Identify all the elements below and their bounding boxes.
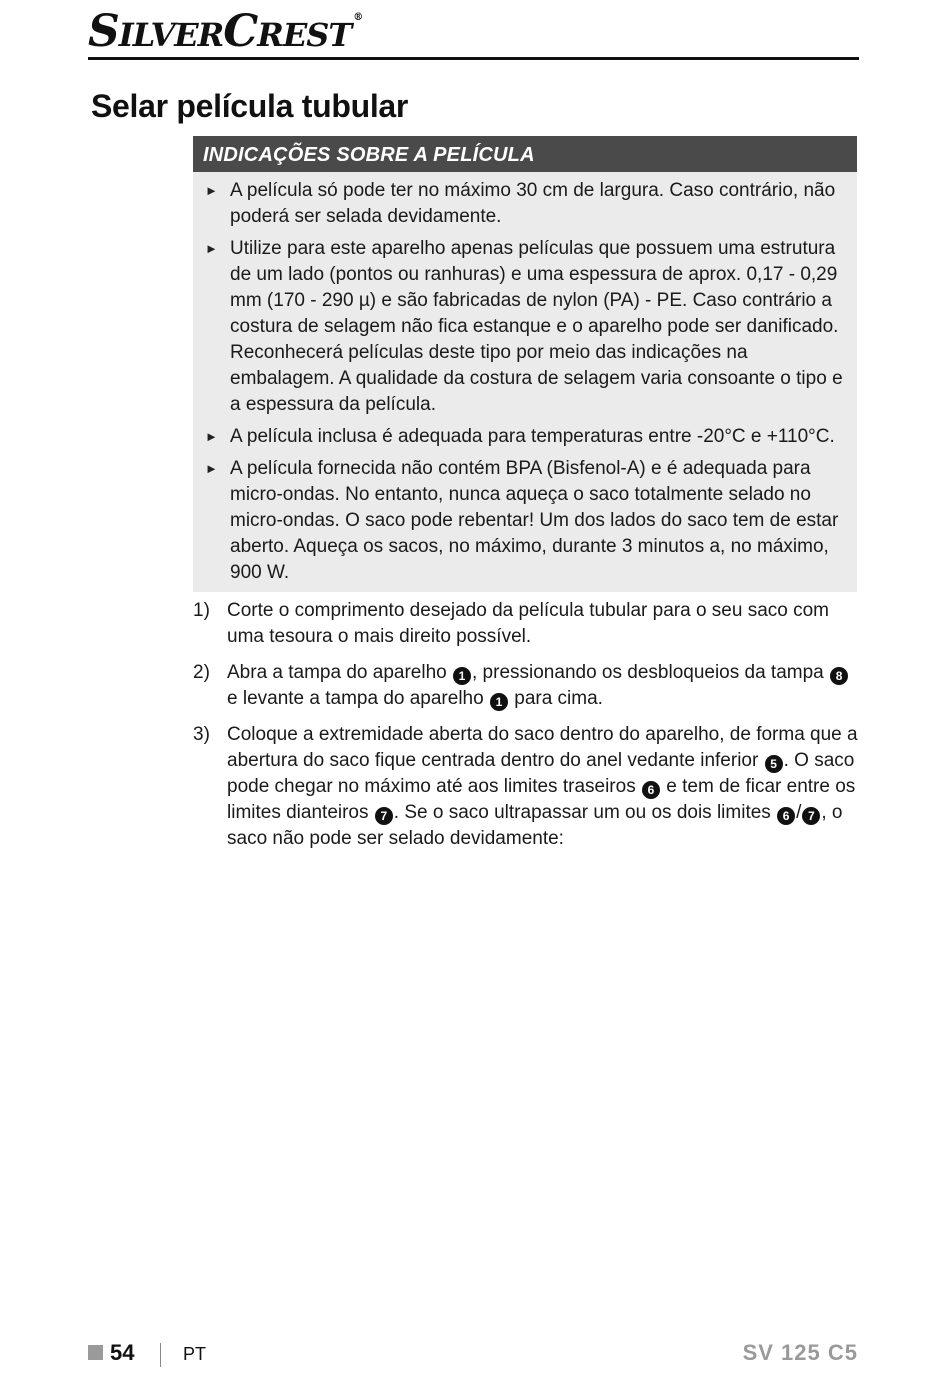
- part-reference-icon: 8: [830, 667, 848, 685]
- footer-marker: [88, 1345, 103, 1360]
- notice-item-text: A película fornecida não contém BPA (Bisfenol-A) e é adequada para micro-ondas. No entanto, nunca aqueça o saco totalmente selado no micro-ondas. O saco pode rebentar! Um dos lados do saco tem de estar aberto. Aqueça os sacos, no máximo, durante 3 minutos a, no máximo, 900 W.: [230, 458, 839, 583]
- part-reference-icon: 6: [642, 781, 660, 799]
- notice-item: [205, 424, 851, 450]
- notice-heading: INDICAÇÕES SOBRE A PELÍCULA: [203, 144, 535, 166]
- step-text: [227, 598, 861, 650]
- notice-item: [205, 178, 851, 230]
- step-text: [227, 660, 861, 712]
- notice-list: [193, 172, 857, 586]
- notice-item-text: A película inclusa é adequada para temperaturas entre -20°C e +110°C.: [230, 426, 835, 447]
- step-text-segment: para cima.: [508, 688, 603, 709]
- instruction-steps: [193, 598, 861, 862]
- part-reference-icon: 1: [490, 693, 508, 711]
- part-reference-icon: 6: [777, 807, 795, 825]
- step-text-segment: e levante a tampa do aparelho: [227, 688, 489, 709]
- step-item: [193, 722, 861, 852]
- notice-item-text: A película só pode ter no máximo 30 cm de largura. Caso contrário, não poderá ser selada devidamente.: [230, 180, 836, 227]
- step-text-segment: e tem de ficar entre os limites dianteiros: [227, 776, 856, 823]
- page-number: 54: [110, 1340, 135, 1365]
- step-item: [193, 660, 861, 712]
- step-text: [227, 722, 861, 852]
- model-number: SV 125 C5: [742, 1340, 858, 1365]
- notice-item-text: Utilize para este aparelho apenas películas que possuem uma estrutura de um lado (pontos ou ranhuras) e uma espessura de aprox. 0,17 - 0,29 mm (170 - 290 µ) e são fabricadas de nylon (PA) - PE. Caso contrário a costura de selagem não fica estanque e o aparelho pode ser danificado. Reconhecerá películas deste tipo por meio das indicações na embalagem. A qualidade da costura de selagem varia consoante o tipo e a espessura da película.: [230, 238, 843, 415]
- part-reference-icon: 7: [375, 807, 393, 825]
- step-number: 3): [193, 724, 210, 745]
- logo-text: REST: [257, 16, 352, 54]
- notice-box: [193, 136, 857, 592]
- part-reference-icon: 1: [453, 667, 471, 685]
- step-text-segment: Corte o comprimento desejado da película tubular para o seu saco com uma tesoura o mais direito possível.: [227, 600, 830, 647]
- step-text-segment: . Se o saco ultrapassar um ou os dois limites: [393, 802, 777, 823]
- language-code: PT: [183, 1344, 207, 1364]
- step-text-segment: /: [796, 802, 802, 823]
- logo-letter: S: [88, 6, 119, 57]
- brand-logo: [88, 6, 362, 57]
- part-reference-icon: 5: [765, 755, 783, 773]
- part-reference-icon: 7: [802, 807, 820, 825]
- step-number: 2): [193, 662, 210, 683]
- step-text-segment: . O saco pode chegar no máximo até aos limites traseiros: [227, 750, 855, 797]
- notice-header: [193, 136, 857, 172]
- step-item: [193, 598, 861, 650]
- step-text-segment: , pressionando os desbloqueios da tampa: [472, 662, 830, 683]
- logo-text: ILVER: [118, 16, 224, 54]
- logo-letter: C: [223, 6, 258, 57]
- bullet-arrow-icon: ►: [205, 461, 218, 476]
- step-text-segment: Abra a tampa do aparelho: [227, 662, 452, 683]
- header-divider: [88, 57, 859, 60]
- footer-separator: [160, 1343, 161, 1367]
- notice-item: [205, 236, 851, 418]
- step-text-segment: , o saco não pode ser selado devidamente:: [227, 802, 843, 849]
- bullet-arrow-icon: ►: [205, 241, 218, 256]
- notice-item: [205, 456, 851, 586]
- page-title: Selar película tubular: [91, 88, 409, 124]
- step-number: 1): [193, 600, 210, 621]
- registered-mark: ®: [353, 12, 363, 23]
- bullet-arrow-icon: ►: [205, 429, 218, 444]
- step-text-segment: Coloque a extremidade aberta do saco dentro do aparelho, de forma que a abertura do saco fique centrada dentro do anel vedante inferior: [227, 724, 858, 771]
- bullet-arrow-icon: ►: [205, 183, 218, 198]
